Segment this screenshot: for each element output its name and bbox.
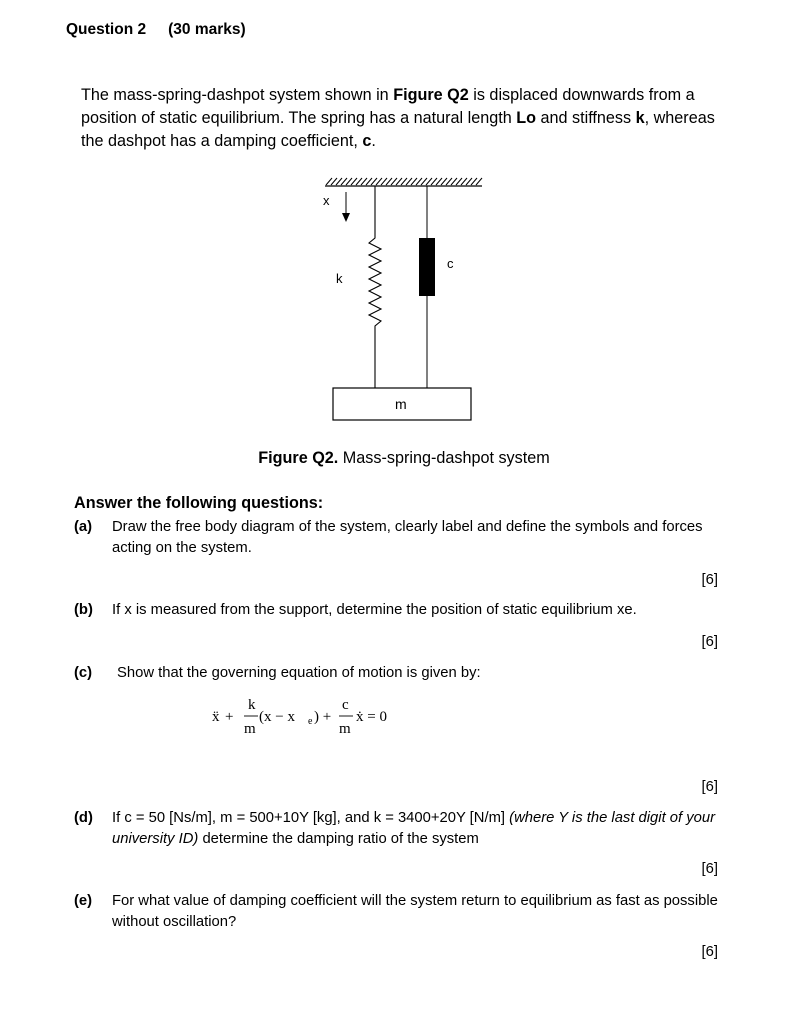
figure-caption: [0, 449, 808, 468]
caption-label: Figure Q2.: [258, 449, 339, 467]
intro-stiffness-symbol: k: [635, 109, 645, 127]
caption-text: Mass-spring-dashpot system: [338, 449, 550, 467]
intro-text-4: , whereas the dashpot has a damping coefficient,: [81, 109, 715, 150]
question-c-text: Show that the governing equation of motion is given by:: [117, 665, 481, 681]
question-e-text: For what value of damping coefficient will the system return to equilibrium as fast as possible without oscillation?: [112, 893, 718, 930]
question-a-marks: [6]: [701, 572, 718, 588]
question-e-label: (e): [74, 893, 93, 909]
intro-text-2: is displaced downwards from a position of static equilibrium. The spring has a natural length: [81, 86, 695, 127]
eq-sub-e: e: [308, 716, 313, 727]
eq-xdot-eq: ẋ = 0: [356, 709, 387, 725]
displacement-arrow-icon: [342, 192, 350, 222]
eq-c: c: [342, 697, 349, 713]
mass-spring-dashpot-diagram: [300, 168, 500, 428]
c-label: c: [447, 256, 454, 271]
question-b-label: (b): [74, 602, 93, 618]
question-a-text: Draw the free body diagram of the system, clearly label and define the symbols and forces acting on the system.: [112, 519, 703, 556]
eq-paren-close: ) +: [314, 709, 332, 725]
ceiling-support: [325, 178, 482, 186]
eq-m2: m: [339, 721, 351, 737]
eq-xddot: ẍ: [212, 709, 220, 725]
question-d-label: (d): [74, 810, 93, 826]
equation-of-motion: [200, 693, 410, 739]
eq-paren: (x − x: [259, 709, 295, 725]
question-b-text: If x is measured from the support, determine the position of static equilibrium xe.: [112, 602, 637, 618]
question-number: Question 2: [66, 21, 147, 38]
question-c-label: (c): [74, 665, 93, 681]
question-a-label: (a): [74, 519, 93, 535]
intro-paragraph: [81, 84, 731, 153]
x-label: x: [323, 193, 330, 208]
question-c-marks: [6]: [701, 779, 718, 795]
question-d-marks: [6]: [701, 861, 718, 877]
eq-k: k: [248, 697, 256, 713]
spring: [369, 186, 381, 388]
answers-title: Answer the following questions:: [74, 494, 324, 512]
intro-text-3: and stiffness: [536, 109, 636, 127]
question-d-text: [112, 808, 722, 850]
intro-text-1: The mass-spring-dashpot system shown in: [81, 86, 394, 104]
intro-text-5: .: [371, 132, 376, 150]
question-d-text-italic: (where Y is the last digit of your university ID): [112, 810, 716, 847]
eq-m1: m: [244, 721, 256, 737]
m-label: m: [395, 396, 407, 412]
eq-plus: +: [225, 709, 234, 725]
question-heading: [66, 21, 246, 39]
question-b-marks: [6]: [701, 634, 718, 650]
question-total-marks: (30 marks): [168, 21, 246, 38]
question-d-text-main: If c = 50 [Ns/m], m = 500+10Y [kg], and k = 3400+20Y [N/m]: [112, 810, 510, 826]
intro-damping-symbol: c: [362, 132, 372, 150]
question-e-marks: [6]: [701, 944, 718, 960]
intro-length-symbol: Lo: [516, 109, 536, 127]
dashpot: [419, 238, 435, 296]
intro-figure-ref: Figure Q2: [393, 86, 469, 104]
k-label: k: [336, 271, 343, 286]
question-d-text-tail: determine the damping ratio of the system: [198, 831, 479, 847]
